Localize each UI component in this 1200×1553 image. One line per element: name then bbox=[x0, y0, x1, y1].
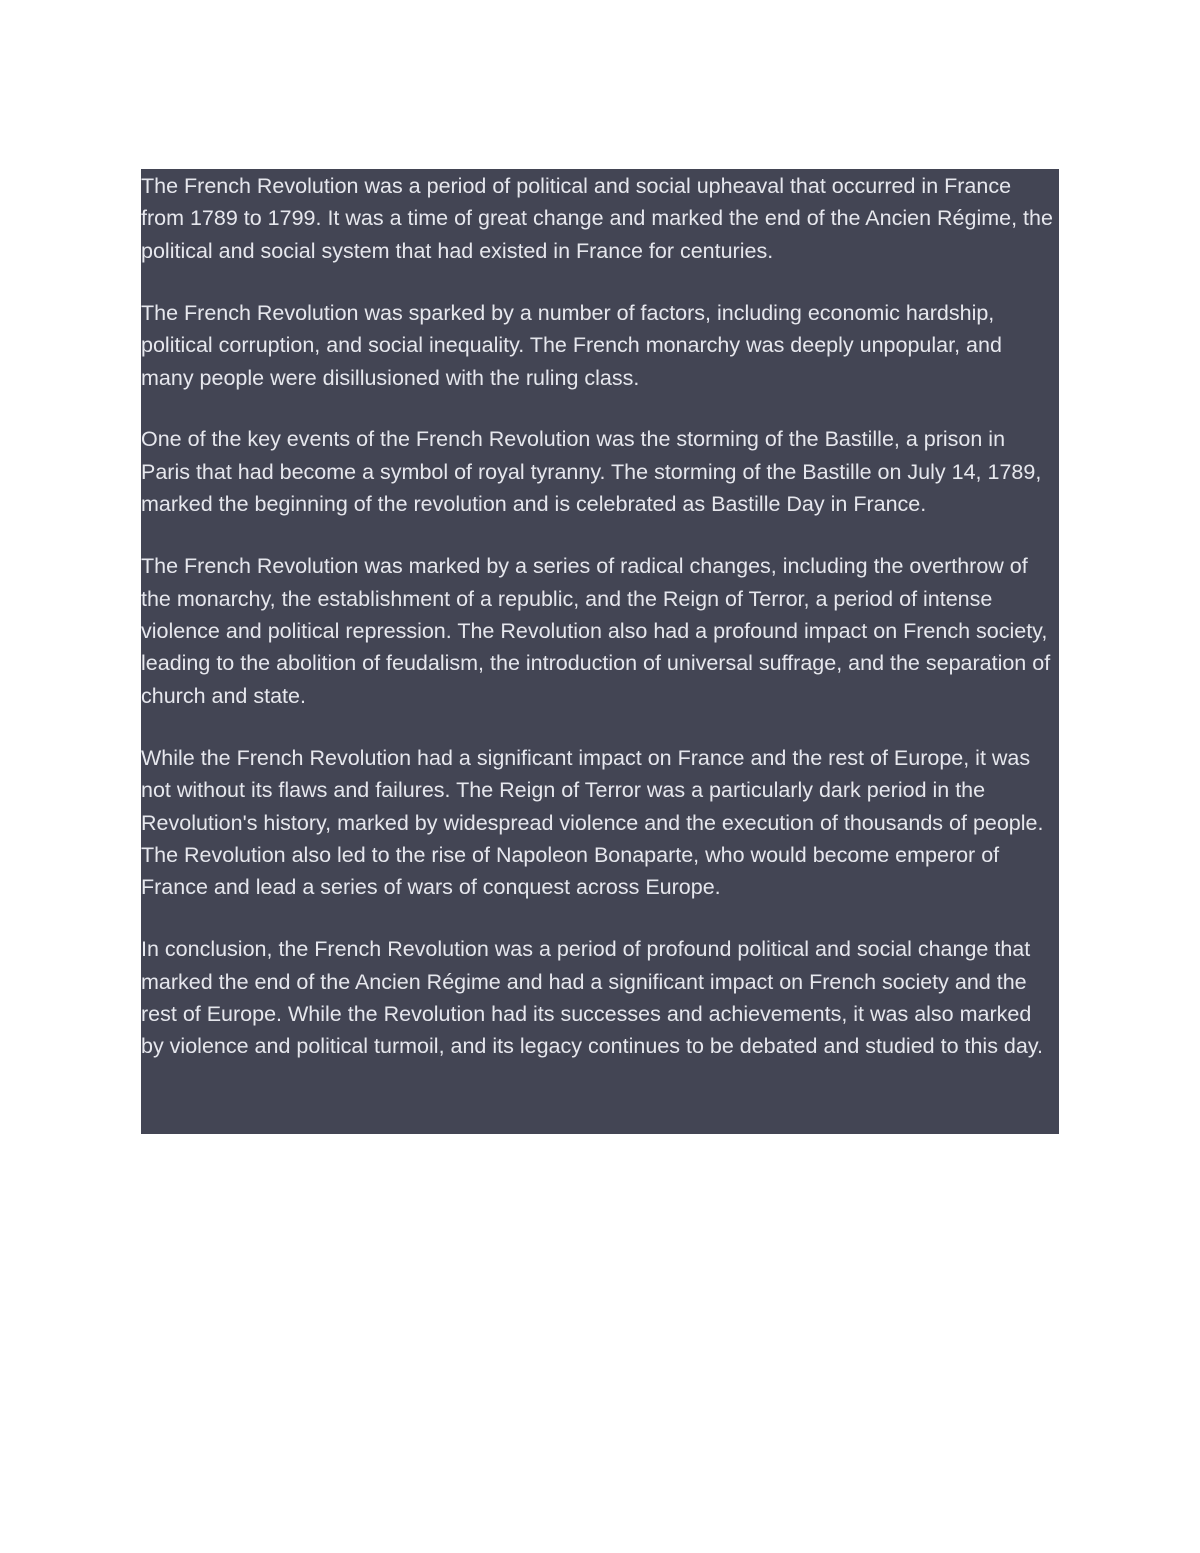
paragraph-bastille: One of the key events of the French Revolution was the storming of the Bastille, a prison in Paris that had become a symbol of royal tyranny. The storming of the Bastille on July 14, 1789, marked the beginning of the revolution and is celebrated as Bastille Day in France. bbox=[141, 427, 1042, 517]
paragraph-flaws: While the French Revolution had a significant impact on France and the rest of Europe, it was not without its flaws and failures. The Reign of Terror was a particularly dark period in the Revolution's history, marked by widespread violence and the execution of thousands of people. The Revolution also led to the rise of Napoleon Bonaparte, who would become emperor of France and lead a series of wars of conquest across Europe. bbox=[141, 745, 1044, 900]
text-block bbox=[141, 169, 1059, 1134]
paragraph-conclusion: In conclusion, the French Revolution was a period of profound political and social change that marked the end of the Ancien Régime and had a significant impact on French society and the rest of Europe. While the Revolution had its successes and achievements, it was also marked by violence and political turmoil, and its legacy continues to be debated and studied to this day. bbox=[141, 937, 1043, 1059]
paragraph-intro: The French Revolution was a period of political and social upheaval that occurred in France from 1789 to 1799. It was a time of great change and marked the end of the Ancien Régime, the political and social system that had existed in France for centuries. bbox=[141, 174, 1053, 263]
paragraph-causes: The French Revolution was sparked by a number of factors, including economic hardship, political corruption, and social inequality. The French monarchy was deeply unpopular, and many people were disillusioned with the ruling class. bbox=[141, 300, 1002, 390]
paragraph-radical-changes: The French Revolution was marked by a series of radical changes, including the overthrow of the monarchy, the establishment of a republic, and the Reign of Terror, a period of intense violence and political repression. The Revolution also had a profound impact on French society, leading to the abolition of feudalism, the introduction of universal suffrage, and the separation of church and state. bbox=[141, 554, 1051, 708]
